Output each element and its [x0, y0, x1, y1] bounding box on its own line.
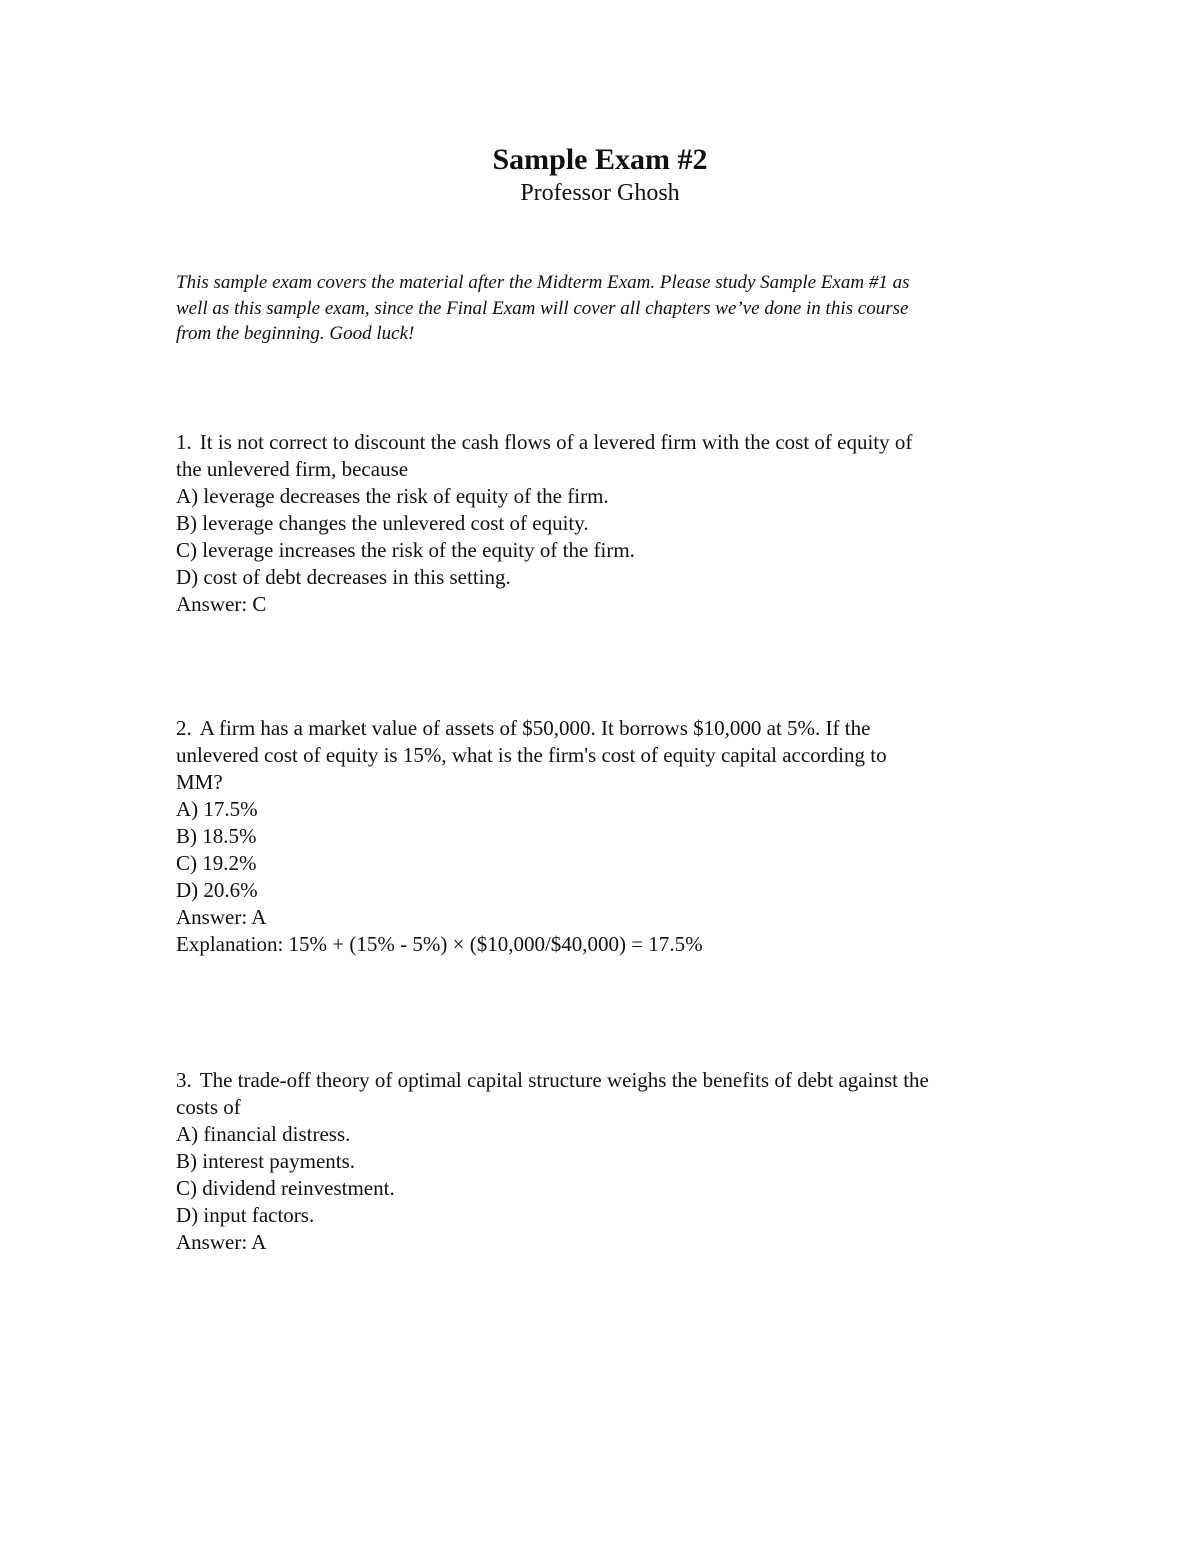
question-number: 3. [176, 1068, 192, 1092]
option-b: B) interest payments. [176, 1149, 356, 1173]
question-3 [176, 1067, 1046, 1256]
option-a: A) leverage decreases the risk of equity of the firm. [176, 484, 609, 508]
option-c: C) leverage increases the risk of the equity of the firm. [176, 538, 635, 562]
option-c: C) 19.2% [176, 851, 257, 875]
question-text [176, 715, 1046, 796]
page-title: Sample Exam #2 [492, 143, 708, 176]
intro-paragraph: This sample exam covers the material after the Midterm Exam. Please study Sample Exam #1 as well as this sample exam, since the Final Exam will cover all chapters we’ve done in this course from the beginning. Good luck! [176, 272, 910, 344]
answer: Answer: C [176, 592, 267, 616]
option-d: D) cost of debt decreases in this setting. [176, 565, 511, 589]
option-b: B) leverage changes the unlevered cost of equity. [176, 511, 589, 535]
option-a: A) financial distress. [176, 1122, 351, 1146]
option-b: B) 18.5% [176, 824, 257, 848]
question-number: 1. [176, 430, 192, 454]
question-prompt: It is not correct to discount the cash flows of a levered firm with the cost of equity of the unlevered firm, because [176, 430, 913, 481]
question-prompt: A firm has a market value of assets of $50,000. It borrows $10,000 at 5%. If the unlevered cost of equity is 15%, what is the firm's cost of equity capital according to MM? [176, 716, 887, 794]
question-1 [176, 429, 1046, 618]
question-number: 2. [176, 716, 192, 740]
question-2 [176, 715, 1046, 958]
question-text [176, 1067, 1046, 1121]
explanation: Explanation: 15% + (15% - 5%) × ($10,000/$40,000) = 17.5% [176, 932, 703, 956]
question-prompt: The trade-off theory of optimal capital structure weighs the benefits of debt against the costs of [176, 1068, 929, 1119]
option-d: D) 20.6% [176, 878, 258, 902]
option-a: A) 17.5% [176, 797, 258, 821]
answer: Answer: A [176, 1230, 267, 1254]
professor-name: Professor Ghosh [520, 180, 680, 206]
option-c: C) dividend reinvestment. [176, 1176, 395, 1200]
option-d: D) input factors. [176, 1203, 315, 1227]
question-text [176, 429, 1046, 483]
answer: Answer: A [176, 905, 267, 929]
